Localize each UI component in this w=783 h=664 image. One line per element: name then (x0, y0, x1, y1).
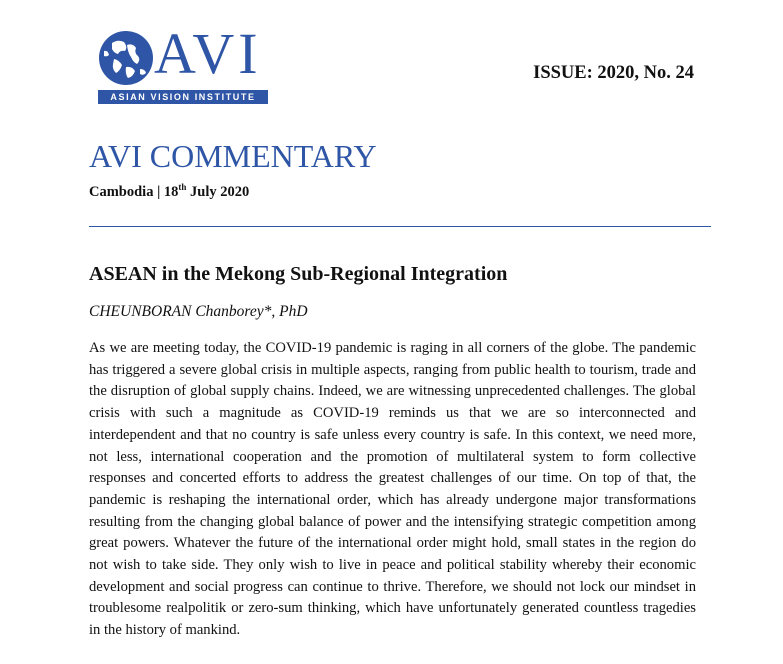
dateline-place: Cambodia | 18 (89, 184, 179, 200)
avi-logo (98, 21, 270, 105)
page-title: AVI COMMENTARY (89, 138, 377, 174)
logo-wordmark: AVI (154, 21, 262, 86)
logo-tagline: ASIAN VISION INSTITUTE (98, 90, 268, 104)
dateline-date: July 2020 (186, 184, 250, 200)
divider (89, 226, 711, 227)
article-paragraph: As we are meeting today, the COVID-19 pandemic is raging in all corners of the globe. The pandemic has triggered a severe global crisis in multiple aspects, ranging from public health to tourism, trade and the disruption of global supply chains. Indeed, we are witnessing unprecedented challenges. The global crisis with such a magnitude as COVID-19 reminds us that we are so interconnected and interdependent and that no country is safe unless every country is safe. In this context, we need more, not less, international cooperation and the promotion of multilateral system to form collective responses and concerted efforts to address the greatest challenges of our time. On top of that, the pandemic is reshaping the international order, which has already undergone major transformations resulting from the changing global balance of power and the intensifying strategic competition among great powers. Whatever the future of the international order might hold, small states in the region do not wish to take side. They only wish to live in peace and political stability whereby their economic development and social progress can continue to thrive. Therefore, we should not lock our mindset in troublesome realpolitik or zero-sum thinking, which have unfortunately generated countless tragedies in the history of mankind. (89, 340, 696, 639)
globe-icon (98, 29, 154, 87)
article-author: CHEUNBORAN Chanborey*, PhD (89, 303, 308, 320)
dateline (89, 184, 249, 201)
issue-number: ISSUE: 2020, No. 24 (533, 63, 694, 83)
article-heading: ASEAN in the Mekong Sub-Regional Integration (89, 263, 508, 285)
dateline-ordinal: th (178, 182, 187, 192)
